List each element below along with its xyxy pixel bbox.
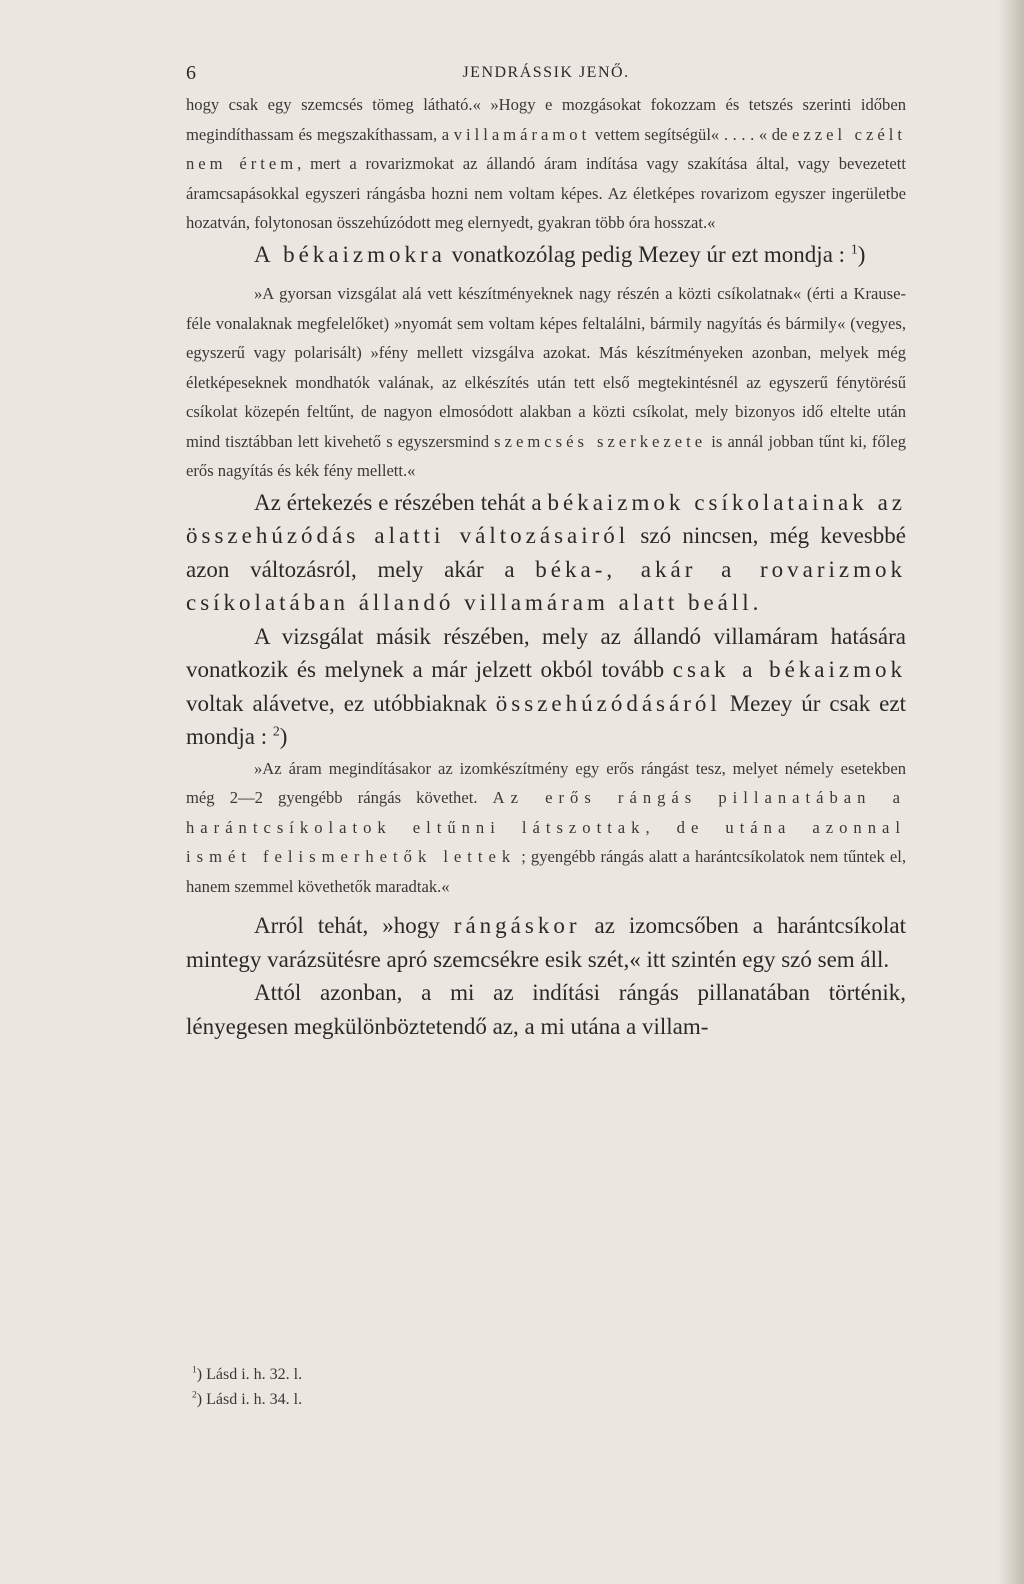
paragraph-6: »Az áram megindításakor az izomkészítmény egy erős rángást tesz, melyet némely esetekben még 2—2 gyengébb rángás követhet. Az erős rángás pillanatában a harántcsíkolatok eltűnni látszottak, de utána azonnal ismét felismerhetők lettek ; gyengébb rángás alatt a harántcsíkolatok nem tűntek el, hanem szemmel követhetők maradtak.« [186, 758, 906, 896]
page-header [186, 62, 906, 90]
page-content [186, 62, 906, 1043]
page-number: 6 [186, 62, 197, 84]
paragraph-8: Attól azonban, a mi az indítási rángás pillanatában történik, lényegesen megkülönböztetendő az, a mi utána a villam- [186, 980, 906, 1039]
spaced-term: szemcsés szerkezete [494, 431, 707, 451]
footnote-ref: 2 [272, 723, 280, 739]
spaced-term: Az erős rángás pillanatában a harántcsíkolatok eltűnni látszottak, de utána azonnal ismét felismerhetők lettek [186, 788, 906, 866]
paragraph-2: A békaizmokra vonatkozólag pedig Mezey úr ezt mondja : $^1$) [254, 240, 866, 267]
running-title: JENDRÁSSIK JENŐ. [462, 64, 630, 81]
spaced-term: ezzel czélt nem értem [186, 124, 906, 173]
spaced-term: villamáramot [453, 124, 591, 144]
spaced-term: A békaizmokra [254, 241, 446, 267]
spaced-term: békaizmok csíkolatainak az összehúzódás alatti változásairól [186, 489, 907, 548]
paragraph-3: »A gyorsan vizsgálat alá vett készítményeknek nagy részén a közti csíkolatnak« (érti a Krause-féle vonalaknak megfelelőket) »nyomát sem voltam képes feltalálni, bármily nagyítás és bármily« (vegyes, egyszerű vagy polarisált) »fény mellett vizsgálva azokat. Más készítményeken azonban, melyek még életképeseknek mondhatók valának, az elkészítés után tett első megtekintésnél az egyszerű fénytörésű csíkolat közepén feltűnt, de nagyon elmosódott alakban a közti csíkolat, mely bizonyos idő eltelte után mind tisztábban lett kivehető s egyszersmind szemcsés szerkezete is annál jobban tűnt ki, főleg erős nagyítás és kék fény mellett.« [186, 284, 906, 480]
paragraph-1: hogy csak egy szemcsés tömeg látható.« »Hogy e mozgásokat fokozzam és tetszés szerinti időben megindíthassam és megszakíthassam, a villamáramot vettem segítségül« . . . . « de ezzel czélt nem értem, mert a rovarizmokat az állandó áram indítása vagy szakítása által, vagy bevezetett áramcsapásokkal egyszeri rángásba hozni nem voltam képes. Az életképes rovarizom egyszer ingerületbe hozatván, folytonosan összehúzódott meg elernyedt, gyakran több óra hosszat.« [186, 95, 906, 232]
page-edge-shadow [998, 0, 1024, 1584]
spaced-term: összehúzódásáról [495, 690, 721, 716]
footnote-ref: 1 [850, 240, 858, 256]
paragraph-5: A vizsgálat másik részében, mely az állandó villamáram hatására vonatkozik és melynek a már jelzett okból tovább csak a békaizmok voltak alávetve, ez utóbbiaknak összehúzódásáról Mezey úr csak ezt mondja : $^2$) [186, 623, 906, 749]
footnote-1: $^1$) Lásd i. h. 32. l. [192, 1364, 303, 1383]
footnote-2: $^2$) Lásd i. h. 34. l. [192, 1389, 303, 1408]
spaced-term: csak a békaizmok [672, 657, 906, 682]
footnotes [186, 1362, 906, 1412]
paragraph-4: Az értekezés e részében tehát a békaizmok csíkolatainak az összehúzódás alatti változásairól szó nincsen, még kevesbbé azon változásról, mely akár a béka-, akár a rovarizmok csíkolatában állandó villamáram alatt beáll. [186, 489, 907, 615]
spaced-term: rángáskor [453, 913, 581, 938]
paragraph-7: Arról tehát, »hogy rángáskor az izomcsőben a harántcsíkolat mintegy varázsütésre apró szemcsékre esik szét,« itt szintén egy szó sem áll. [186, 913, 906, 972]
spaced-term: béka-, akár a rovarizmok csíkolatában állandó villamáram alatt beáll. [186, 556, 906, 615]
